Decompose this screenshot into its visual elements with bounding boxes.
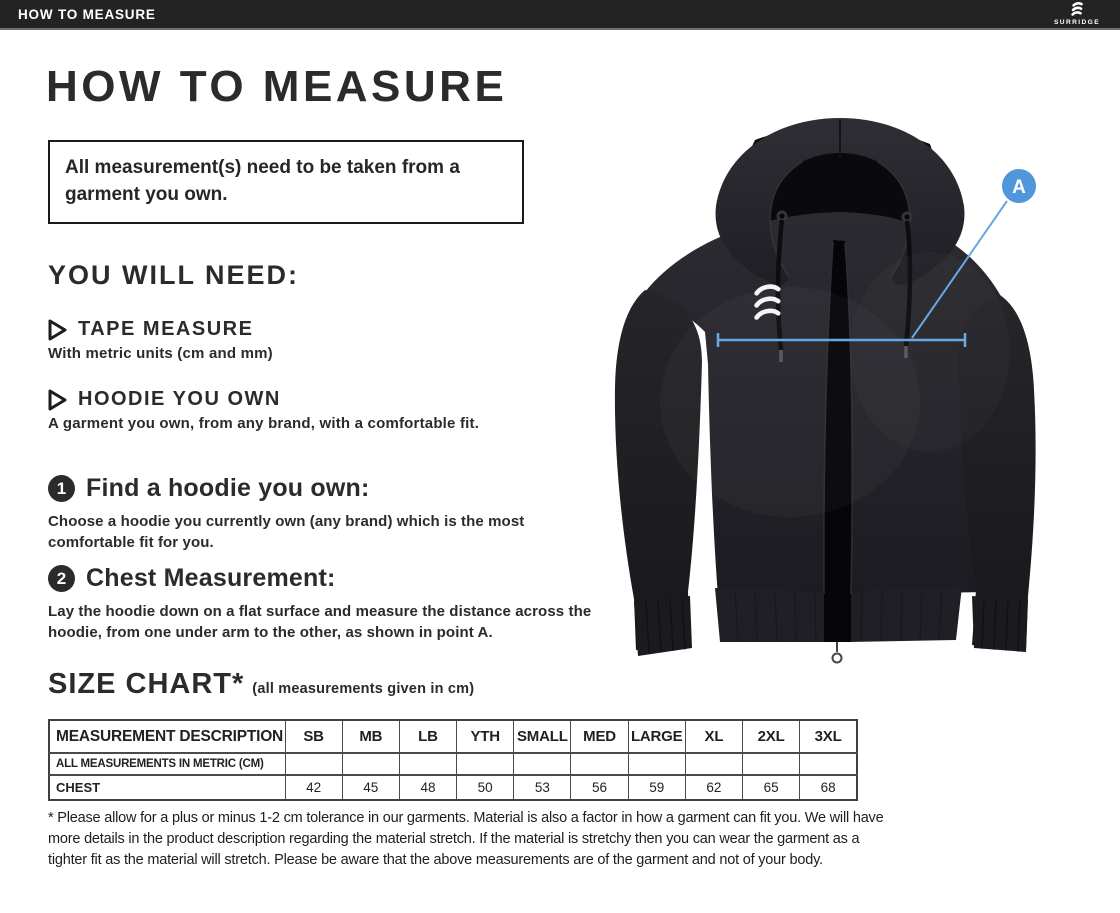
- column-header: MB: [342, 720, 399, 753]
- tolerance-footnote: * Please allow for a plus or minus 1-2 cm tolerance in our garments. Material is also a factor in how a garment can fit you. We will have more details in the product description regarding the material stretch. If the material is stretchy then you can wear the garment as a tighter fit as the material will stretch. Please be aware that the above measurements are of the garment and not of your body.: [48, 810, 884, 869]
- triangle-bullet-icon: [48, 389, 68, 411]
- step-2: [48, 564, 603, 643]
- table-cell: [628, 753, 685, 775]
- table-cell: [571, 753, 628, 775]
- table-cell: 65: [743, 775, 800, 800]
- need-item-title: TAPE MEASURE: [78, 318, 254, 340]
- measurement-note-box: [48, 140, 524, 224]
- measurement-note-text: All measurement(s) need to be taken from a garment you own.: [65, 157, 460, 205]
- point-a-label: A: [1012, 177, 1026, 198]
- column-header: 3XL: [800, 720, 857, 753]
- table-cell: [285, 753, 342, 775]
- step-description: Choose a hoodie you currently own (any brand) which is the most comfortable fit for you.: [48, 513, 525, 551]
- need-item-tape-measure: [48, 318, 273, 362]
- column-header: MED: [571, 720, 628, 753]
- table-cell: 48: [399, 775, 456, 800]
- step-title: Chest Measurement:: [86, 564, 336, 592]
- page-title: HOW TO MEASURE: [46, 62, 508, 111]
- table-cell: [399, 753, 456, 775]
- surridge-logo-icon: [1048, 1, 1106, 27]
- table-cell: [457, 753, 514, 775]
- table-cell: 62: [685, 775, 742, 800]
- table-cell: 50: [457, 775, 514, 800]
- column-header: MEASUREMENT DESCRIPTION: [49, 720, 285, 753]
- table-cell: [685, 753, 742, 775]
- row-label: CHEST: [49, 775, 285, 800]
- table-cell: 56: [571, 775, 628, 800]
- size-chart-title: SIZE CHART*: [48, 668, 245, 700]
- header-title: HOW TO MEASURE: [18, 6, 156, 22]
- header-bar: [0, 0, 1120, 30]
- fabric-highlight: [850, 252, 1010, 452]
- surridge-logo: [1048, 1, 1106, 32]
- table-row: [49, 775, 857, 800]
- triangle-bullet-icon: [48, 319, 68, 341]
- column-header: SB: [285, 720, 342, 753]
- column-header: XL: [685, 720, 742, 753]
- size-chart-heading: [48, 668, 474, 701]
- table-cell: [800, 753, 857, 775]
- column-header: YTH: [457, 720, 514, 753]
- table-cell: 42: [285, 775, 342, 800]
- surridge-logo-text: SURRIDGE: [1053, 19, 1101, 26]
- zipper-pull-icon: [833, 642, 842, 663]
- need-item-description: With metric units (cm and mm): [48, 345, 273, 362]
- step-1: [48, 474, 568, 553]
- column-header: LARGE: [628, 720, 685, 753]
- step-description: Lay the hoodie down on a flat surface and measure the distance across the hoodie, from one under arm to the other, as shown in point A.: [48, 603, 592, 641]
- size-chart-table: [48, 719, 858, 801]
- table-cell: [514, 753, 571, 775]
- column-header: LB: [399, 720, 456, 753]
- step-number-badge: 1: [48, 475, 75, 502]
- need-item-description: A garment you own, from any brand, with a comfortable fit.: [48, 415, 480, 432]
- need-item-title: HOODIE YOU OWN: [78, 388, 281, 410]
- table-cell: [342, 753, 399, 775]
- size-chart-header-row: [49, 720, 857, 753]
- hoodie-measurement-diagram: [600, 102, 1070, 687]
- row-label: ALL MEASUREMENTS IN METRIC (CM): [49, 753, 285, 775]
- table-row: [49, 753, 857, 775]
- step-number-badge: 2: [48, 565, 75, 592]
- table-cell: 45: [342, 775, 399, 800]
- hoodie-illustration: [600, 102, 1070, 687]
- column-header: SMALL: [514, 720, 571, 753]
- size-chart-subtitle: (all measurements given in cm): [252, 681, 475, 697]
- you-will-need-heading: YOU WILL NEED:: [48, 260, 300, 290]
- column-header: 2XL: [743, 720, 800, 753]
- table-cell: 59: [628, 775, 685, 800]
- table-cell: 53: [514, 775, 571, 800]
- table-cell: 68: [800, 775, 857, 800]
- table-cell: [743, 753, 800, 775]
- need-item-hoodie: [48, 388, 479, 432]
- step-title: Find a hoodie you own:: [86, 474, 370, 502]
